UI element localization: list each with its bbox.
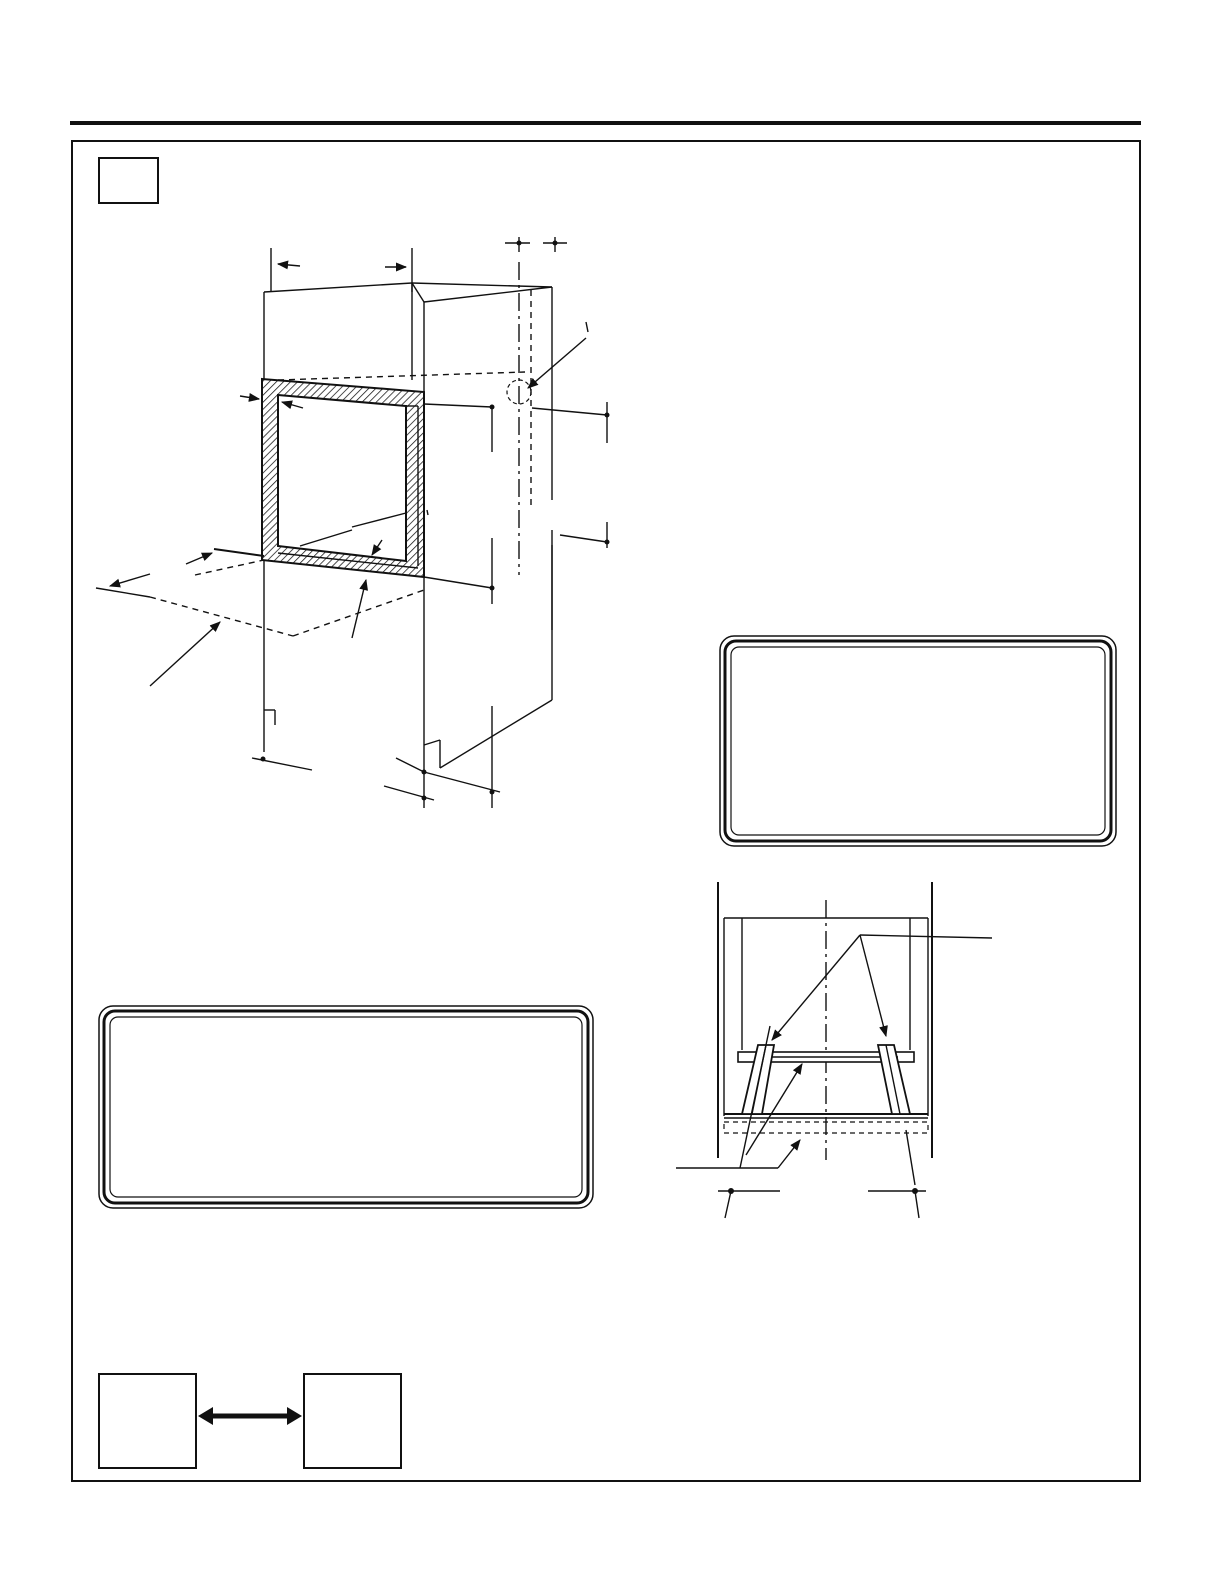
cutout-trim-frame [262, 379, 424, 577]
step-number-box [99, 158, 158, 203]
previous-step-box[interactable] [99, 1374, 196, 1468]
right-note-box [720, 636, 1116, 846]
left-note-box [99, 1006, 593, 1208]
cabinet-cutout-figure [72, 237, 610, 808]
page-nav [99, 1374, 401, 1468]
support-rail-figure [676, 882, 992, 1218]
next-step-box[interactable] [304, 1374, 401, 1468]
double-arrow-icon [198, 1407, 302, 1425]
content-frame [72, 141, 1140, 1481]
